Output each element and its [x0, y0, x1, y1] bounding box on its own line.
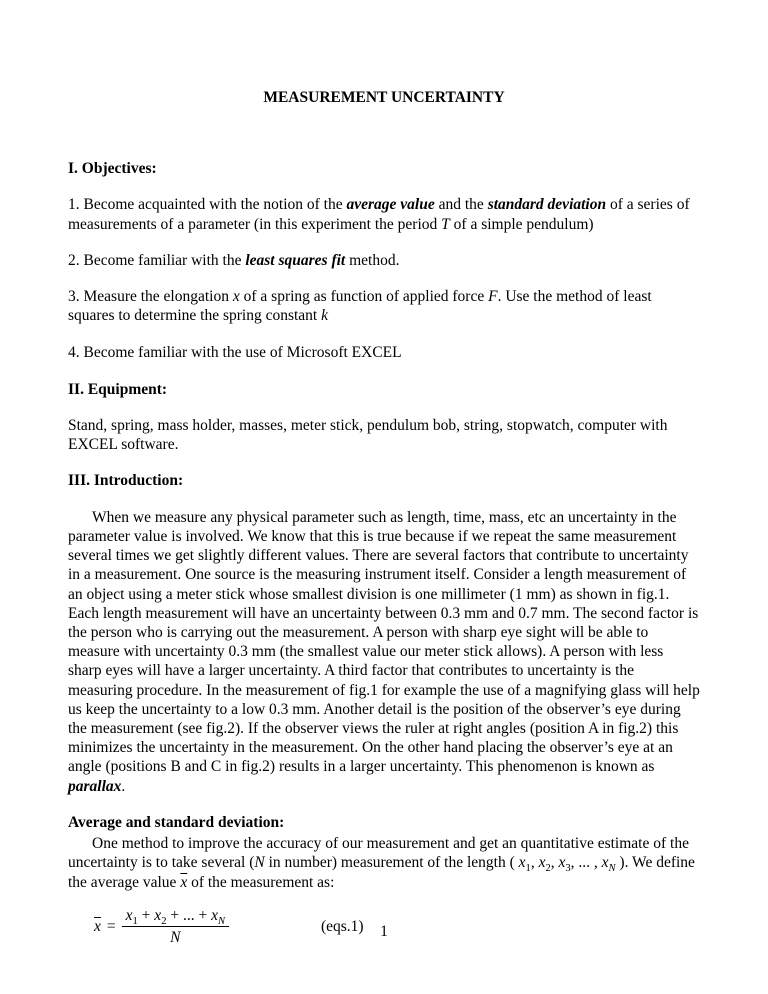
text-segment: x	[154, 906, 162, 924]
text-segment: ). We define the average value	[68, 854, 695, 891]
equation-label: (eqs.1)	[320, 917, 364, 935]
text-segment: Stand, spring, mass holder, masses, meter stick, pendulum bob, string, stopwatch, computer with EXCEL software.	[68, 416, 668, 454]
paragraph	[68, 251, 700, 270]
text-segment: 1	[525, 863, 531, 875]
text-segment: 2	[545, 863, 551, 875]
text-segment: least squares fit	[245, 251, 346, 269]
section-heading: I. Objectives:	[68, 160, 157, 178]
text-segment: parallax	[68, 777, 122, 795]
paragraph	[68, 287, 700, 325]
text-segment: 4. Become familiar with the use of Microsoft EXCEL	[68, 343, 402, 361]
text-segment: average value	[346, 196, 435, 214]
text-segment: 1. Become acquainted with the notion of the	[68, 196, 347, 214]
text-segment: x	[232, 288, 240, 306]
text-segment: 3. Measure the elongation	[68, 288, 233, 306]
paragraph	[68, 834, 700, 892]
text-segment: , ... ,	[570, 854, 602, 872]
text-segment: 2. Become familiar with the	[68, 251, 246, 269]
text-segment: N	[608, 863, 616, 875]
paragraph	[68, 416, 700, 454]
paragraph	[68, 508, 700, 796]
text-segment: N	[254, 854, 265, 872]
text-segment: 3	[565, 863, 571, 875]
text-segment: $\overline{x}$	[180, 873, 188, 891]
text-segment: +	[137, 906, 155, 924]
text-segment: One method to improve the accuracy of our measurement and get an quantitative estimate of the uncertainty is to take several (	[68, 835, 689, 872]
paragraph	[68, 195, 700, 233]
text-segment: T	[441, 215, 450, 233]
text-segment: ,	[530, 854, 539, 872]
text-segment: . Use the method of least squares to determine the spring constant	[68, 288, 652, 325]
text-segment: x	[538, 854, 546, 872]
text-segment: k	[321, 307, 328, 325]
text-segment: and the	[434, 196, 488, 214]
text-segment: x	[211, 906, 218, 924]
page-number: 1	[380, 923, 388, 940]
paragraph	[68, 343, 700, 362]
fraction-denominator: N	[170, 929, 181, 946]
text-segment: 1	[132, 915, 138, 927]
text-segment: of the measurement as:	[187, 873, 335, 891]
text-segment: of a series of measurements of a parameter (in this experiment the period	[68, 196, 690, 233]
section-heading: Average and standard deviation:	[68, 813, 285, 831]
text-segment: of a spring as function of applied force	[239, 288, 489, 306]
text-segment: F	[488, 288, 498, 306]
text-segment: When we measure any physical parameter such as length, time, mass, etc an uncertainty in the parameter value is involved. We know that this is true because if we repeat the same measurement several times we get slightly different values. There are several factors that contribute to uncertainty in a measurement. One source is the measuring instrument itself. Consider a length measurement of an object using a meter stick whose smallest division is one millimeter (1 mm) as shown in fig.1. Each length measurement will have an uncertainty between 0.3 mm and 0.7 mm. The second factor is the person who is carrying out the measurement. A person with sharp eye sight will be able to measure with uncertainty 0.3 mm (the smallest value our meter stick allows). A person with less sharp eyes will have a larger uncertainty. A third factor that contributes to uncertainty is the measuring procedure. In the measurement of fig.1 for example the use of a magnifying glass will help us keep the uncertainty to a low 0.3 mm. Another detail is the position of the observer’s eye during the measurement (see fig.2). If the observer views the ruler at right angles (position A in fig.2) this minimizes the uncertainty in the measurement. On the other hand placing the observer’s eye at an angle (positions B and C in fig.2) results in a larger uncertainty. This phenomenon is known as	[68, 508, 700, 776]
text-segment: + ... +	[166, 906, 212, 924]
text-segment: N	[217, 915, 225, 927]
section-heading: III. Introduction:	[68, 472, 184, 490]
text-segment: x	[125, 906, 133, 924]
text-segment: x	[558, 854, 566, 872]
document-content	[68, 159, 700, 947]
section-heading: II. Equipment:	[68, 380, 168, 398]
text-segment: method.	[345, 251, 400, 269]
document-title: MEASUREMENT UNCERTAINTY	[263, 89, 505, 106]
text-segment: of a simple pendulum)	[449, 215, 594, 233]
equation-relation: =	[106, 917, 116, 935]
text-segment: .	[121, 777, 126, 795]
text-segment: x	[601, 854, 609, 872]
text-segment: x	[518, 854, 526, 872]
text-segment: in number) measurement of the length (	[264, 854, 519, 872]
text-segment: standard deviation	[487, 196, 607, 214]
equation-lhs: $\overline{x}$	[94, 917, 101, 935]
text-segment: 2	[161, 915, 167, 927]
text-segment: ,	[550, 854, 559, 872]
